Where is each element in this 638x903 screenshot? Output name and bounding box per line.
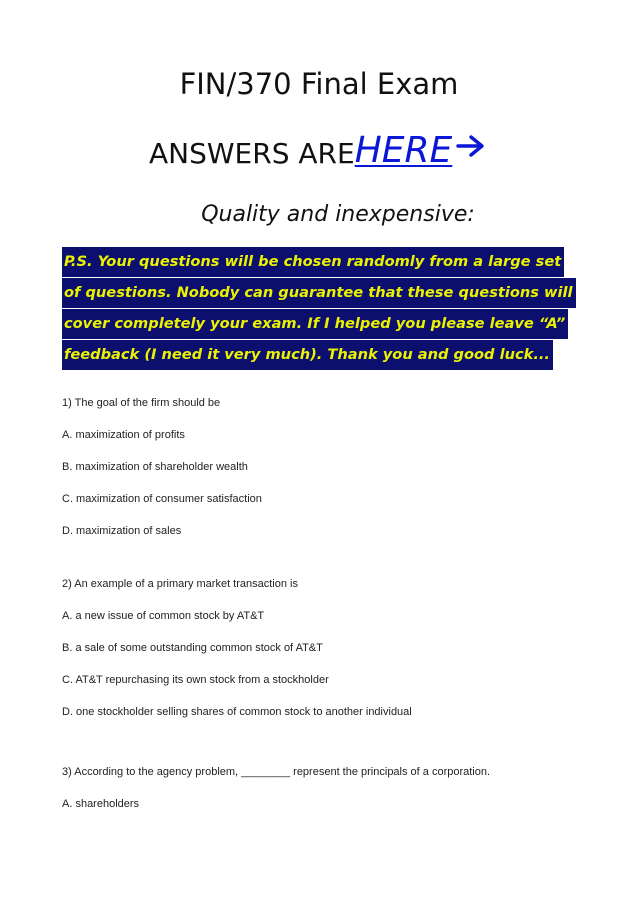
right-arrow-icon[interactable] (456, 135, 486, 162)
notice-line: feedback (I need it very much). Thank you and good luck... (62, 340, 553, 370)
answer-option: C. maximization of consumer satisfaction (62, 493, 262, 505)
answer-option: D. one stockholder selling shares of common stock to another individual (62, 706, 412, 718)
answers-label: ANSWERS ARE (149, 137, 355, 170)
answer-option: A. shareholders (62, 798, 140, 810)
subtitle: Quality and inexpensive: (201, 202, 475, 227)
answer-option: B. maximization of shareholder wealth (62, 461, 248, 473)
question-text: 2) An example of a primary market transaction is (62, 578, 298, 590)
question-text: 3) According to the agency problem, ________ represent the principals of a corporation. (62, 766, 491, 778)
answer-option: A. a new issue of common stock by AT&T (62, 610, 265, 622)
answer-option: A. maximization of profits (62, 429, 185, 441)
notice-line: cover completely your exam. If I helped you please leave “A” (62, 309, 568, 339)
notice-line: P.S. Your questions will be chosen randomly from a large set (62, 247, 564, 277)
page-title: FIN/370 Final Exam (179, 67, 459, 101)
answer-option: B. a sale of some outstanding common stock of AT&T (62, 642, 323, 654)
answer-option: D. maximization of sales (62, 525, 182, 537)
here-link[interactable]: HERE (354, 130, 453, 171)
answer-option: C. AT&T repurchasing its own stock from a stockholder (62, 674, 329, 686)
notice-line: of questions. Nobody can guarantee that these questions will (62, 278, 576, 308)
question-text: 1) The goal of the firm should be (62, 397, 221, 409)
answers-line (149, 126, 486, 182)
